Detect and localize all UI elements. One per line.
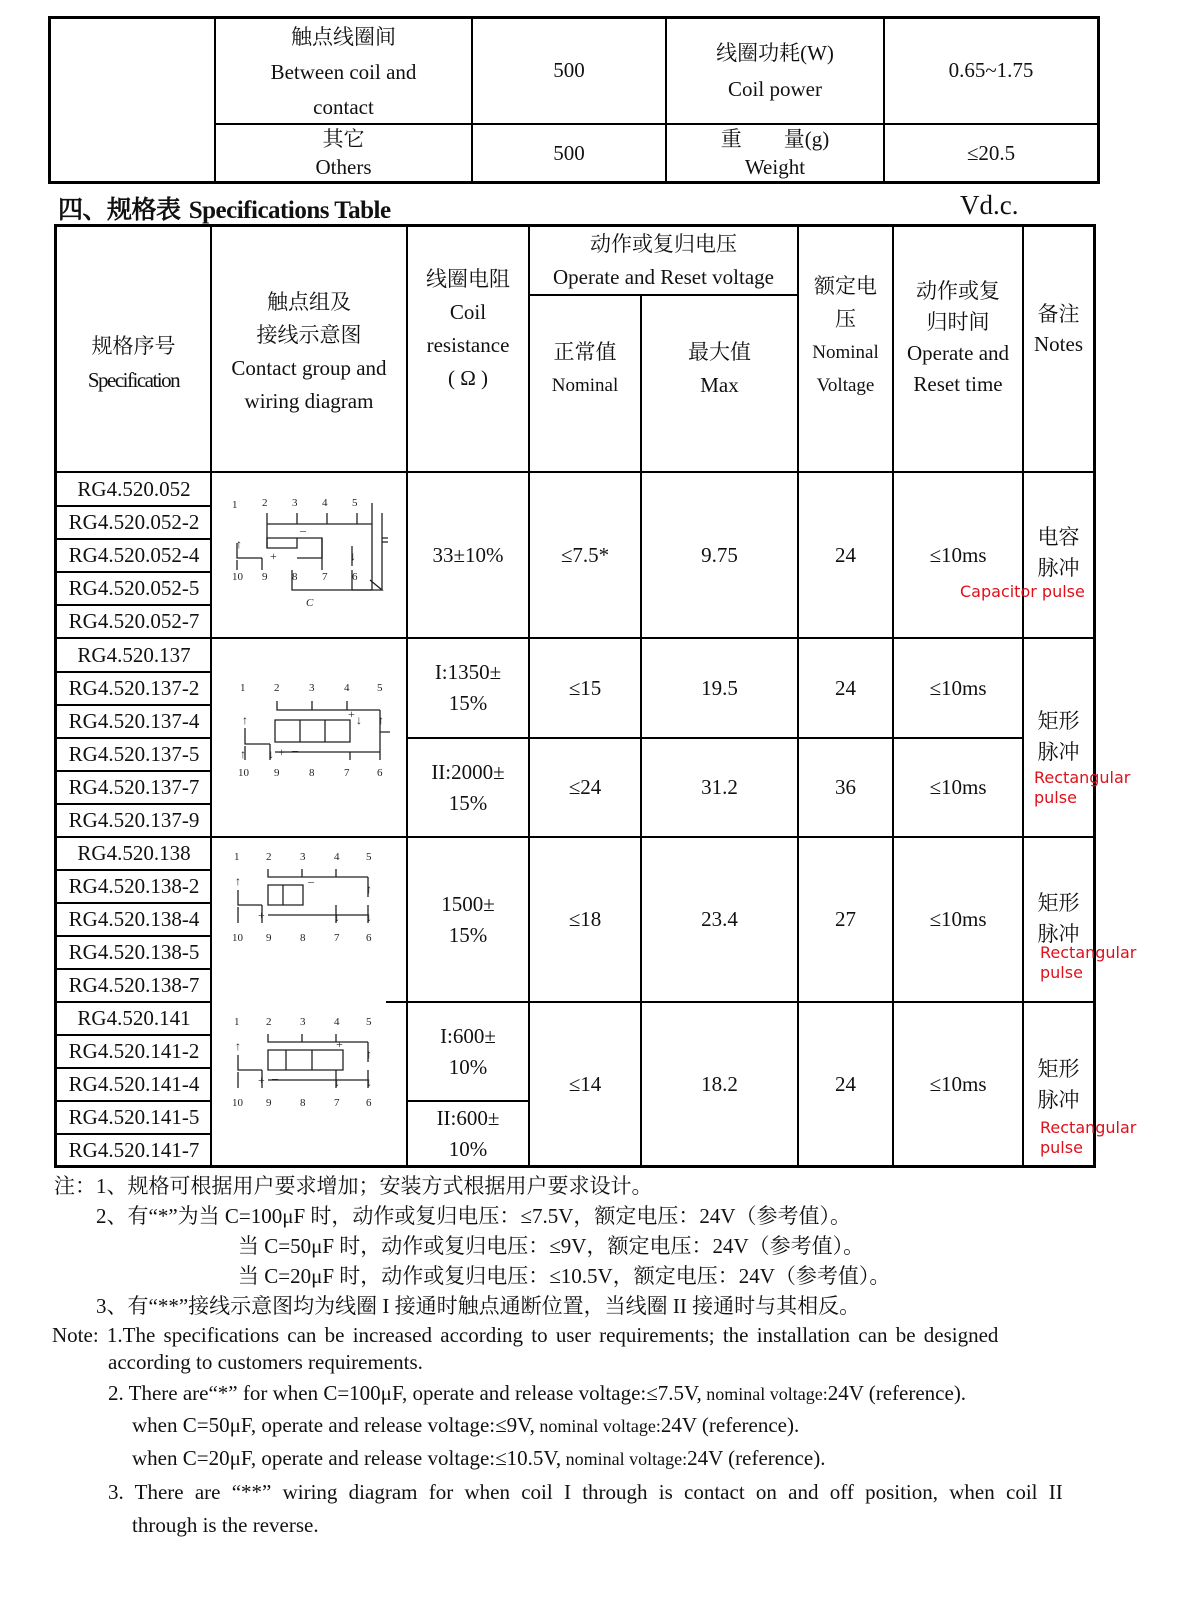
spec-cell: RG4.520.052-2: [68, 510, 200, 534]
max-voltage-value: 23.4: [701, 907, 738, 931]
pin-label: 8: [300, 932, 306, 944]
svg-text:↓: ↓: [334, 1075, 340, 1089]
spec-cell: RG4.520.052-4: [68, 543, 200, 567]
pin-label: 5: [366, 851, 372, 863]
rated-voltage-value: 27: [835, 907, 856, 931]
wiring-diagram-single-coil: [228, 845, 383, 950]
note-en-2b-small: nominal voltage:: [534, 1416, 661, 1436]
nominal-voltage-value: ≤15: [568, 675, 602, 700]
spec-cell: RG4.520.138-2: [68, 874, 200, 898]
svg-text:↓: ↓: [334, 910, 340, 924]
header-contact-cn2: 接线示意图: [256, 323, 362, 347]
rated-voltage-value: 24: [835, 675, 856, 700]
max-voltage-value: 19.5: [701, 675, 738, 700]
pin-label: 4: [334, 851, 340, 863]
coil-power-label-en: Coil power: [728, 76, 822, 101]
spec-cell: RG4.520.137-2: [68, 676, 200, 700]
coil-resistance-1-tol: 15%: [448, 691, 488, 715]
header-operate-reset-en: Operate and Reset voltage: [553, 264, 774, 289]
note-en-2c-end: 24V (reference).: [687, 1446, 826, 1470]
pin-label: 3: [300, 1016, 306, 1028]
pin-label: 4: [334, 1016, 340, 1028]
spec-cell: RG4.520.141-2: [68, 1039, 200, 1063]
svg-text:↑: ↑: [242, 713, 248, 727]
spec-cell: RG4.520.137: [77, 643, 191, 667]
coil-resistance: 1500±: [441, 891, 495, 916]
header-contact-cn1: 触点组及: [267, 290, 351, 314]
pin-label: 7: [322, 571, 328, 583]
pin-label: 6: [352, 571, 358, 583]
note-en-2c-main: when C=20μF, operate and release voltage:≤10.5V,: [132, 1446, 562, 1470]
note-en-2: pulse: [1034, 788, 1077, 807]
header-coil-unit: ( Ω ): [447, 366, 489, 390]
rated-voltage-value: 24: [835, 1071, 856, 1096]
spec-cell: RG4.520.137-4: [68, 709, 200, 733]
pin-label: 4: [344, 682, 350, 694]
pin-label: 7: [334, 932, 340, 944]
max-voltage-value: 31.2: [701, 775, 738, 799]
note-cn-1: 矩形: [1037, 1057, 1080, 1081]
pin-label: 3: [309, 682, 315, 694]
time-value: ≤10ms: [929, 1071, 987, 1096]
pin-label: 9: [274, 767, 280, 779]
weight-value: ≤20.5: [966, 140, 1016, 165]
pin-label: 2: [266, 1016, 272, 1028]
pin-label: 7: [344, 767, 350, 779]
pin-label: 10: [232, 571, 243, 583]
svg-text:–: –: [308, 874, 314, 888]
pin-label: 1: [234, 1016, 240, 1028]
note-cn-2: 脉冲: [1037, 1088, 1080, 1112]
note-cn-1: 矩形: [1037, 709, 1080, 733]
pin-label: 1: [232, 499, 238, 511]
spec-cell: RG4.520.052-7: [68, 609, 200, 633]
note-en-3a: 3. There are “**” wiring diagram for when coil I through is contact on and off position, when coil II: [108, 1480, 1063, 1504]
note-en-2a-small: nominal voltage:: [701, 1384, 828, 1404]
note-en-2: pulse: [1040, 963, 1083, 982]
pin-label: 3: [300, 851, 306, 863]
pin-label: 10: [232, 932, 243, 944]
header-rated-en2: Voltage: [816, 375, 875, 396]
header-rated-en1: Nominal: [812, 342, 879, 363]
others-label-cn: 其它: [322, 127, 365, 151]
spec-cell: RG4.520.137-9: [68, 808, 200, 832]
nominal-voltage-value: ≤14: [568, 1071, 602, 1096]
coil-resistance-2: II:2000±: [431, 759, 505, 784]
weight-label-en: Weight: [744, 155, 806, 179]
spec-cell: RG4.520.052-5: [68, 576, 200, 600]
spec-cell: RG4.520.141-5: [68, 1105, 200, 1129]
note-cn-2: 脉冲: [1037, 922, 1080, 946]
note-en-1a: Note: 1.The specifications can be increased according to user requirements; the installation can be designed: [52, 1323, 999, 1347]
coil-power-value: 0.65~1.75: [948, 58, 1034, 82]
note-en-2b-main: when C=50μF, operate and release voltage:≤9V,: [132, 1413, 535, 1437]
header-max-cn: 最大值: [688, 339, 751, 364]
nominal-voltage-value: ≤24: [568, 775, 602, 799]
coil-resistance-2: II:600±: [436, 1105, 500, 1130]
wiring-diagram-capacitor: [222, 488, 402, 618]
svg-text:+: +: [258, 1073, 265, 1087]
others-value: 500: [553, 140, 585, 165]
between-coil-contact-en: Between coil and contact: [270, 59, 417, 119]
note-cn-1: 电容: [1037, 525, 1080, 549]
coil-resistance-2-tol: 10%: [448, 1136, 488, 1161]
note-en-3b: through is the reverse.: [132, 1513, 319, 1537]
header-nominal-en: Nominal: [551, 374, 619, 396]
spec-cell: RG4.520.138: [77, 841, 191, 865]
rated-voltage-value: 36: [835, 775, 856, 799]
svg-text:+: +: [278, 745, 285, 759]
time-value: ≤10ms: [929, 907, 987, 931]
svg-text:–: –: [292, 743, 298, 757]
svg-text:↓: ↓: [268, 747, 274, 761]
coil-resistance-1: I:600±: [440, 1023, 496, 1048]
pin-label: 8: [300, 1097, 306, 1109]
pin-label: 9: [266, 932, 272, 944]
header-notes-cn: 备注: [1037, 302, 1080, 326]
note-en-1: Rectangular: [1040, 943, 1137, 962]
wiring-diagram-dual-coil: [230, 676, 395, 786]
header-spec-cn: 规格序号: [91, 334, 176, 358]
pin-label: 4: [322, 497, 328, 509]
section-heading-cn: 四、规格表: [58, 195, 181, 224]
coil-power-label-cn: 线圈功耗(W): [716, 40, 834, 65]
pin-label: 5: [366, 1016, 372, 1028]
header-nominal-cn: 正常值: [553, 339, 617, 364]
spec-cell: RG4.520.138-4: [68, 907, 200, 931]
note-cn-2: 2、有“*”为当 C=100μF 时，动作或复归电压：≤7.5V，额定电压：24V（参考值）。: [96, 1204, 852, 1228]
pin-label: 2: [274, 682, 280, 694]
section-heading-en: Specifications Table: [188, 197, 391, 224]
note-cn-2: 脉冲: [1037, 556, 1080, 580]
note-cn-5: 3、有“**”接线示意图均为线圈 I 接通时触点通断位置，当线圈 II 接通时与其相反。: [96, 1294, 861, 1318]
header-coil-en2: resistance: [426, 333, 510, 357]
svg-text:↑: ↑: [236, 537, 242, 551]
header-operate-reset-cn: 动作或复归电压: [590, 231, 737, 256]
svg-text:+: +: [336, 1037, 343, 1051]
coil-resistance-1-tol: 10%: [448, 1054, 488, 1079]
note-en: Capacitor pulse: [960, 582, 1085, 601]
nominal-voltage-value: ≤7.5*: [560, 542, 610, 567]
header-time-en1: Operate and: [906, 341, 1010, 365]
header-rated-cn1: 额定电: [814, 274, 877, 298]
weight-label-cn: 重 量(g): [720, 127, 830, 151]
spec-cell: RG4.520.137-5: [68, 742, 200, 766]
header-time-en2: Reset time: [913, 372, 1003, 396]
pin-label: 5: [377, 682, 383, 694]
header-spec-en: Specification: [87, 368, 180, 392]
max-voltage-value: 18.2: [701, 1071, 738, 1096]
pin-label: 1: [240, 682, 246, 694]
unit-label: Vd.c.: [960, 190, 1019, 220]
header-max-en: Max: [700, 372, 739, 397]
svg-text:↑: ↑: [240, 747, 246, 761]
header-rated-cn2: 压: [835, 307, 856, 331]
pin-label: 6: [366, 1097, 372, 1109]
note-en-2b-end: 24V (reference).: [660, 1413, 800, 1437]
spec-cell: RG4.520.141-7: [68, 1138, 200, 1162]
spec-cell: RG4.520.141: [77, 1006, 191, 1030]
spec-cell: RG4.520.052: [77, 477, 191, 501]
note-en-2c: [132, 1444, 825, 1473]
max-voltage-value: 9.75: [701, 542, 738, 567]
note-cn-1: 矩形: [1037, 891, 1080, 915]
pin-label: 8: [292, 571, 298, 583]
header-contact-en2: wiring diagram: [244, 389, 374, 413]
coil-resistance-1: I:1350±: [434, 660, 502, 684]
between-coil-contact-cn: 触点线圈间: [291, 24, 396, 49]
pin-label: 8: [309, 767, 315, 779]
svg-text:↑: ↑: [366, 882, 372, 896]
rated-voltage-value: 24: [835, 542, 856, 567]
header-coil-en1: Coil: [449, 300, 487, 324]
spec-cell: RG4.520.138-5: [68, 940, 200, 964]
header-contact-en1: Contact group and: [231, 356, 387, 380]
nominal-voltage-value: ≤18: [568, 907, 602, 931]
pin-label: 3: [292, 497, 298, 509]
spec-cell: RG4.520.137-7: [68, 775, 200, 799]
svg-text:↓: ↓: [366, 1075, 372, 1089]
note-en-2a-main: 2. There are“*” for when C=100μF, operate and release voltage:≤7.5V,: [108, 1381, 702, 1405]
svg-text:↓: ↓: [356, 713, 362, 727]
svg-text:↑: ↑: [235, 874, 241, 888]
pin-label: 10: [238, 767, 249, 779]
note-en-1: Rectangular: [1040, 1118, 1137, 1137]
wiring-diagram-dual-coil-2: [228, 1010, 386, 1115]
section-heading: [58, 190, 391, 226]
note-cn-2: 脉冲: [1037, 740, 1080, 764]
time-value: ≤10ms: [929, 675, 987, 700]
note-en-1: Rectangular: [1034, 768, 1131, 787]
pin-label: 5: [352, 497, 358, 509]
svg-text:↑: ↑: [235, 1039, 241, 1053]
svg-text:↓: ↓: [350, 549, 356, 563]
note-en-1b: according to customers requirements.: [108, 1350, 423, 1374]
note-cn-1: 注：1、规格可根据用户要求增加；安装方式根据用户要求设计。: [54, 1174, 653, 1198]
spec-cell: RG4.520.138-7: [68, 973, 200, 997]
time-value: ≤10ms: [929, 775, 987, 799]
svg-text:+: +: [348, 707, 355, 721]
header-time-cn2: 归时间: [926, 310, 990, 334]
coil-resistance: 33±10%: [432, 542, 504, 567]
between-coil-contact-value: 500: [553, 58, 585, 82]
pin-label: 6: [377, 767, 383, 779]
pin-label: 9: [262, 571, 268, 583]
svg-text:↑: ↑: [366, 1047, 372, 1061]
pin-label: 2: [266, 851, 272, 863]
header-coil-cn: 线圈电阻: [426, 267, 510, 291]
note-en-2c-small: nominal voltage:: [561, 1449, 688, 1469]
pin-label: 6: [366, 932, 372, 944]
svg-text:+: +: [270, 549, 277, 563]
svg-text:–: –: [300, 523, 306, 537]
svg-text:↓: ↓: [366, 910, 372, 924]
svg-text:–: –: [272, 1071, 278, 1085]
coil-resistance-tol: 15%: [448, 922, 488, 947]
header-notes-en: Notes: [1034, 332, 1083, 356]
note-en-2a-end: 24V (reference).: [827, 1381, 967, 1405]
pin-label: 1: [234, 851, 240, 863]
svg-text:↑: ↑: [378, 713, 384, 727]
header-time-cn1: 动作或复: [916, 279, 1000, 303]
svg-text:+: +: [258, 908, 265, 922]
note-cn-4: 当 C=20μF 时，动作或复归电压：≤10.5V，额定电压：24V（参考值）。: [238, 1264, 891, 1288]
pin-label: 2: [262, 497, 268, 509]
pin-label: 10: [232, 1097, 243, 1109]
note-en-2: pulse: [1040, 1138, 1083, 1157]
note-en-2b: [132, 1411, 799, 1440]
spec-cell: RG4.520.141-4: [68, 1072, 200, 1096]
pin-label: 9: [266, 1097, 272, 1109]
time-value: ≤10ms: [929, 542, 987, 567]
others-label-en: Others: [315, 155, 372, 179]
coil-resistance-2-tol: 15%: [448, 790, 488, 815]
capacitor-label: C: [306, 597, 314, 609]
note-cn-3: 当 C=50μF 时，动作或复归电压：≤9V，额定电压：24V（参考值）。: [238, 1234, 865, 1258]
pin-label: 7: [334, 1097, 340, 1109]
note-en-2a: [108, 1379, 966, 1408]
